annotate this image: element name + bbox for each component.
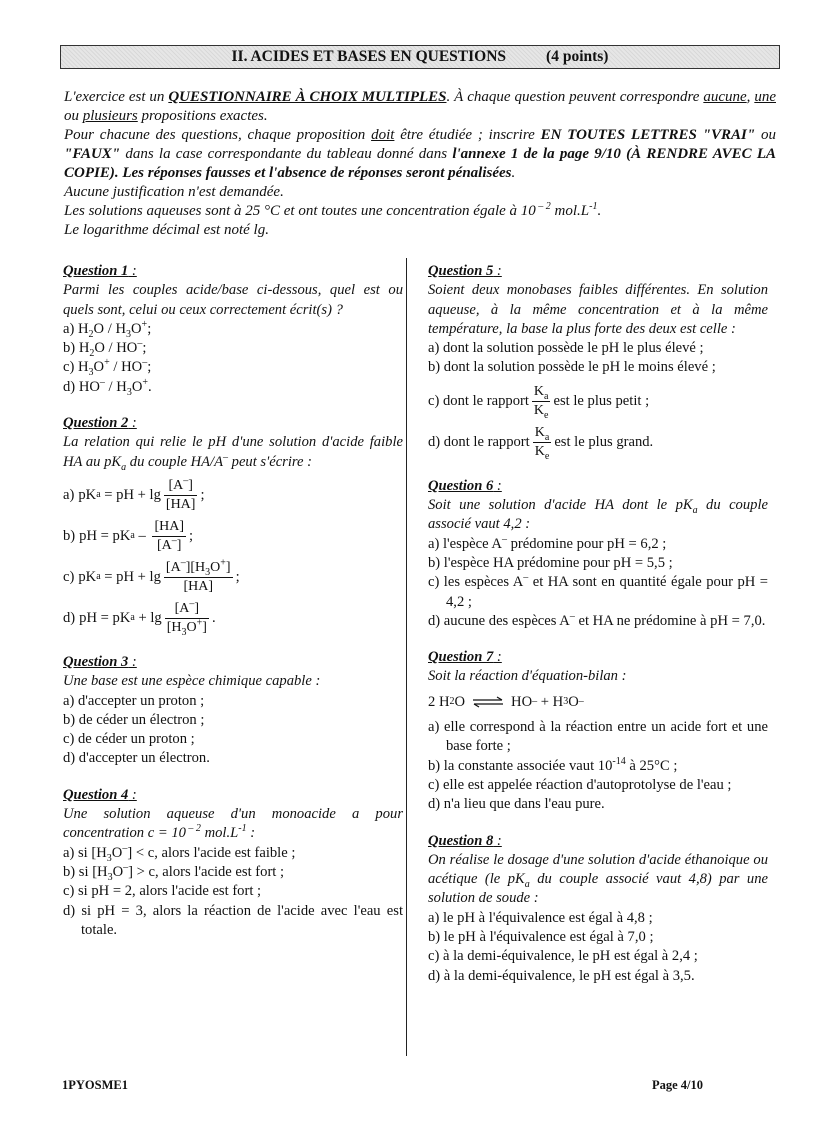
formula: 2 H <box>428 693 450 710</box>
question-title <box>428 262 768 281</box>
question-title-text: Question 2 <box>63 415 129 432</box>
formula: . <box>148 378 152 395</box>
intro-une: une <box>754 89 776 105</box>
formula: pK <box>112 609 131 626</box>
question-title <box>428 832 768 851</box>
formula: O <box>186 619 197 635</box>
formula: ] <box>185 559 191 575</box>
answer-text: a) l'espèce A <box>428 535 502 552</box>
answer-letter: d) <box>63 378 79 395</box>
question-title <box>63 786 403 805</box>
formula: O <box>568 693 579 710</box>
formula: HO <box>116 340 138 357</box>
answer-c: c) pK a = pH + lg $\frac{[A^-][H_3O^+]}{[HA]}$ ; <box>63 557 240 594</box>
fraction-ka-ke <box>532 384 551 419</box>
answer-a <box>63 844 403 863</box>
question-title-text: Question 8 <box>428 832 494 849</box>
answer-a: a) pK a = pH + lg $\frac{[A^-]}{[HA]}$ ; <box>63 475 205 512</box>
stem-text: Soit une solution d'acide HA dont le pK <box>428 497 693 514</box>
answer-c <box>428 384 768 419</box>
formula: H <box>115 320 126 337</box>
stem-text: La relation qui relie le pH d'une solution d'acide faible HA au pK <box>63 434 403 470</box>
answer-a: a) d'accepter un proton ; <box>63 692 205 709</box>
superscript: -14 <box>612 755 626 767</box>
question-6 <box>428 477 768 631</box>
intro-text: Pour chacune des questions, chaque proposition <box>64 127 372 143</box>
answer-c <box>428 573 768 612</box>
answer-b: b) dont la solution possède le pH le moins élevé ; <box>428 359 716 376</box>
answer-d: d) d'accepter un électron. <box>63 750 210 767</box>
question-stem: Une base est une espèce chimique capable : <box>63 673 321 690</box>
stem-text: Une solution aqueuse d'un monoacide a pour concentration c = 10 <box>63 806 403 842</box>
formula: = <box>100 486 117 503</box>
intro-text: Les solutions aqueuses sont à 25 °C et ont toutes une concentration égale à 10 <box>64 203 536 219</box>
intro-text: ou <box>755 127 776 143</box>
equilibrium-arrows-icon <box>471 696 505 708</box>
instructions-para-3: Aucune justification n'est demandée. <box>64 184 284 200</box>
answer-b: b) de céder un électron ; <box>63 711 205 728</box>
formula: HO <box>78 378 100 395</box>
answer-text: et HA ne prédomine à pH = 7,0. <box>574 612 766 629</box>
question-title-text: Question 5 <box>428 263 494 279</box>
answer-d <box>428 612 768 631</box>
formula: [A <box>165 559 181 575</box>
question-stem: Soient deux monobases faibles différentes. En solution aqueuse, à la même concentration et à la même température, la base la plus forte des deux est celle : <box>428 282 768 337</box>
answer-letter: b) <box>63 340 79 357</box>
fraction <box>152 519 186 554</box>
stem-text: : <box>246 825 256 842</box>
answer-text: ] > c, alors l'acide est fort ; <box>128 863 285 880</box>
fraction <box>164 557 233 595</box>
formula: O <box>94 340 105 357</box>
superscript: + <box>141 319 148 331</box>
formula: pH <box>116 486 135 503</box>
answer-c: c) à la demi-équivalence, le pH est égal à 2,4 ; <box>428 948 698 965</box>
formula: lg <box>149 486 161 503</box>
formula: pK <box>78 486 97 503</box>
document-code: 1PYOSME1 <box>62 1078 128 1092</box>
superscript: -1 <box>238 823 247 835</box>
question-colon: : <box>128 653 137 670</box>
answer-a: a) le pH à l'équivalence est égal à 4,8 ; <box>428 909 653 926</box>
formula: ] <box>225 559 231 575</box>
superscript: – <box>223 451 228 463</box>
formula: = <box>97 609 113 626</box>
formula: ] <box>194 600 200 616</box>
right-column <box>428 262 768 1003</box>
answer-c <box>63 358 403 377</box>
answer-text: a) si [H <box>63 844 107 861</box>
answer-c: c) de céder un proton ; <box>63 731 195 748</box>
formula: = <box>97 527 113 544</box>
stem-text: du couple associé vaut 4,8) par une solution de soude : <box>428 871 768 907</box>
answer-letter: b) <box>63 527 76 544</box>
subscript: 3 <box>106 852 112 864</box>
formula: lg <box>150 609 162 626</box>
intro-text: . <box>511 165 516 181</box>
stem-text: mol.L <box>200 825 239 842</box>
intro-text: . À chaque question peuvent correspondre <box>446 89 704 105</box>
subscript: e <box>544 409 549 421</box>
exercise-title-bar <box>60 45 780 69</box>
formula: / <box>109 359 122 376</box>
question-title-text: Question 1 <box>63 263 129 279</box>
question-stem <box>428 851 768 909</box>
subscript: a <box>544 390 549 402</box>
formula: – <box>134 527 150 544</box>
intro-vrai: EN TOUTES LETTRES "VRAI" <box>540 127 756 143</box>
formula: HO <box>121 359 143 376</box>
formula: ; <box>142 340 147 357</box>
question-5 <box>428 262 768 460</box>
intro-text: dans la case correspondante du tableau donné dans <box>120 146 453 162</box>
answer-text: ] < c, alors l'acide est faible ; <box>127 844 296 861</box>
formula: ; <box>147 320 152 337</box>
question-stem: Parmi les couples acide/base ci-dessous, quel est ou quels sont, celui ou ceux correctement écrit(s) ? <box>63 282 403 318</box>
superscript: + <box>196 617 203 629</box>
formula: H <box>78 340 90 357</box>
answer-d: d) n'a lieu que dans l'eau pure. <box>428 796 605 813</box>
answer-b: b) pH = pK a – $\frac{[HA]}{[A^-]}$ ; <box>63 518 194 553</box>
superscript: – <box>137 338 143 350</box>
question-title-text: Question 3 <box>63 653 129 670</box>
stem-text: peut s'écrire : <box>228 453 313 470</box>
formula: [H <box>190 559 206 575</box>
superscript: – <box>180 557 186 569</box>
formula: O <box>131 378 143 395</box>
exercise-title: II. ACIDES ET BASES EN QUESTIONS <box>231 48 507 65</box>
left-column <box>63 262 403 957</box>
question-colon: : <box>493 477 502 494</box>
intro-faux: "FAUX" <box>64 146 121 162</box>
superscript: – <box>569 611 575 622</box>
answer-a: a) dont la solution possède le pH le plus élevé ; <box>428 340 704 357</box>
stem-text: du couple associé vaut 4,2 : <box>428 497 768 533</box>
formula: K <box>533 383 545 399</box>
intro-text: être étudiée ; inscrire <box>394 127 541 143</box>
formula: [A <box>174 600 190 616</box>
answer-text: c) les espèces A <box>428 574 524 591</box>
question-3 <box>63 653 403 769</box>
exercise-points: (4 points) <box>546 48 609 65</box>
question-colon: : <box>128 263 137 279</box>
answer-a <box>428 535 768 554</box>
answer-text: b) si [H <box>63 863 108 880</box>
formula: H <box>78 320 89 337</box>
subscript: 2 <box>88 328 94 340</box>
answer-letter: a) <box>63 320 78 337</box>
answer-text: à 25°C ; <box>625 757 678 774</box>
fraction <box>165 598 209 638</box>
question-stem <box>63 805 403 844</box>
answer-text: b) la constante associée vaut 10 <box>428 757 613 774</box>
formula: [HA] <box>152 519 186 537</box>
superscript: – <box>122 842 128 854</box>
formula: pH <box>79 527 98 544</box>
formula: pK <box>78 568 97 585</box>
answer-d <box>63 378 403 397</box>
question-colon: : <box>493 832 502 849</box>
answer-b: b) l'espèce HA prédomine pour pH = 5,5 ; <box>428 554 673 571</box>
answer-b <box>428 757 768 776</box>
answer-text: d) dont le rapport <box>428 433 530 450</box>
formula: K <box>533 402 545 418</box>
question-colon: : <box>493 263 502 279</box>
formula: / <box>104 378 117 395</box>
formula: H <box>78 359 89 376</box>
stem-text: On réalise le dosage d'une solution d'acide éthanoique ou acétique (le pK <box>428 851 768 888</box>
answer-d <box>428 425 768 460</box>
question-2 <box>63 414 403 636</box>
formula: [A <box>156 537 172 553</box>
instructions-para-1 <box>64 88 776 126</box>
formula: . <box>211 609 216 626</box>
intro-exp: – 2 <box>535 201 551 212</box>
subscript: 3 <box>107 871 113 883</box>
formula: K <box>534 443 545 459</box>
formula: ; <box>147 359 152 376</box>
intro-aucune: aucune <box>703 89 747 105</box>
formula: O <box>131 320 142 337</box>
superscript: – <box>523 572 529 584</box>
question-colon: : <box>128 786 137 803</box>
subscript: 3 <box>126 328 131 340</box>
intro-qcm: QUESTIONNAIRE À CHOIX MULTIPLES <box>168 89 447 105</box>
formula: H <box>552 693 564 710</box>
question-title-text: Question 4 <box>63 786 129 803</box>
answer-c: c) si pH = 2, alors l'acide est fort ; <box>63 883 262 900</box>
superscript: – <box>123 862 129 874</box>
reaction-equation: 2 H 2 O HO – + H 3 O – <box>428 693 768 712</box>
answer-d: d) à la demi-équivalence, le pH est égal à 3,5. <box>428 967 695 984</box>
question-stem <box>428 496 768 535</box>
formula: lg <box>149 568 161 585</box>
superscript: – <box>142 357 148 369</box>
stem-text: du couple HA/A <box>126 453 223 470</box>
fraction <box>164 475 198 513</box>
question-title <box>428 477 768 496</box>
formula: [H <box>166 619 182 635</box>
formula: HO <box>511 693 533 710</box>
question-colon: : <box>493 649 502 666</box>
answer-letter: d) <box>63 609 76 626</box>
answer-text: c) dont le rapport <box>428 392 529 409</box>
answer-text: est le plus petit ; <box>553 392 650 409</box>
subscript: 2 <box>89 348 95 360</box>
question-title-text: Question 7 <box>428 649 494 666</box>
intro-exp: -1 <box>589 201 598 212</box>
intro-text: L'exercice est un <box>64 89 169 105</box>
subscript: a <box>544 431 550 443</box>
superscript: + <box>104 357 110 369</box>
answer-text: et HA sont en quantité égale pour pH = 4,2 ; <box>446 574 769 610</box>
formula: = <box>100 568 117 585</box>
intro-text: propositions exactes. <box>137 108 268 124</box>
answer-a <box>63 320 403 339</box>
subscript: 3 <box>126 386 132 398</box>
formula: / <box>104 320 116 337</box>
superscript: – <box>189 598 195 610</box>
question-title <box>63 414 403 433</box>
intro-doit: doit <box>371 127 395 143</box>
subscript: a <box>692 504 698 516</box>
question-stem <box>63 433 403 472</box>
instructions <box>64 88 776 240</box>
question-7 <box>428 648 768 814</box>
column-divider <box>406 258 407 1056</box>
formula: H <box>116 378 127 395</box>
formula: ; <box>188 527 194 544</box>
formula: [HA] <box>165 496 196 512</box>
instructions-para-2 <box>64 126 776 183</box>
formula: ] <box>202 619 207 635</box>
formula: ] <box>176 537 182 553</box>
instructions-para-5: Le logarithme décimal est noté lg. <box>64 222 269 238</box>
superscript: + <box>142 376 148 388</box>
formula: O <box>454 693 466 710</box>
superscript: – <box>171 535 177 547</box>
answer-letter: c) <box>63 568 75 585</box>
formula: O <box>111 844 123 861</box>
question-1 <box>63 262 403 397</box>
answer-text: prédomine pour pH = 6,2 ; <box>506 535 667 552</box>
subscript: a <box>524 879 530 891</box>
formula: O <box>112 863 124 880</box>
question-title-text: Question 6 <box>428 477 494 494</box>
answer-b <box>63 863 403 882</box>
subscript: a <box>121 461 127 473</box>
formula: O <box>210 559 221 575</box>
formula: O <box>93 359 105 376</box>
instructions-para-4 <box>64 202 776 221</box>
formula: pH <box>116 568 135 585</box>
intro-text: , <box>746 89 755 105</box>
answer-b: b) le pH à l'équivalence est égal à 7,0 ; <box>428 929 654 946</box>
question-colon: : <box>128 415 137 432</box>
answer-d: d) si pH = 3, alors la réaction de l'acide avec l'eau est totale. <box>63 902 403 938</box>
formula: [HA] <box>183 578 214 594</box>
formula: ; <box>200 486 205 503</box>
formula: + <box>134 609 151 626</box>
superscript: – <box>183 475 189 487</box>
question-title <box>428 648 768 667</box>
answer-b <box>63 339 403 358</box>
intro-text: . <box>597 203 602 219</box>
answer-text: d) aucune des espèces A <box>428 612 570 629</box>
answer-letter: a) <box>63 486 75 503</box>
formula: [A <box>168 477 184 493</box>
intro-annexe: l'annexe 1 de la page 9/10 (À RENDRE AVEC LA COPIE). Les réponses fausses et l'absence de réponses seront pénalisées <box>64 146 776 181</box>
formula: ; <box>235 568 240 585</box>
answer-c: c) elle est appelée réaction d'autoprotolyse de l'eau ; <box>428 776 732 793</box>
superscript: – <box>501 533 507 545</box>
superscript: – 2 <box>185 823 201 835</box>
formula: K <box>534 424 545 440</box>
intro-text: mol.L <box>550 203 590 219</box>
question-8 <box>428 832 768 986</box>
subscript: 3 <box>181 626 187 638</box>
formula: pH <box>79 609 98 626</box>
answer-d: d) pH = pK a + lg $\frac{[A^-]}{[H_3O^+]}$ . <box>63 598 216 638</box>
question-4 <box>63 786 403 940</box>
formula: O <box>93 320 105 337</box>
intro-text: ou <box>64 108 83 124</box>
formula: + <box>134 568 150 585</box>
answer-a: a) elle correspond à la réaction entre un acide fort et une base forte ; <box>428 719 768 755</box>
fraction-ka-ke <box>533 425 552 460</box>
formula: ] <box>188 477 193 493</box>
question-stem: Soit la réaction d'équation-bilan : <box>428 668 627 685</box>
subscript: e <box>544 450 550 462</box>
question-title <box>63 653 403 672</box>
superscript: + <box>220 557 226 569</box>
formula: + <box>134 486 150 503</box>
subscript: 3 <box>205 566 211 578</box>
formula: pK <box>112 527 131 544</box>
superscript: – <box>99 376 105 388</box>
answer-text: est le plus grand. <box>554 433 654 450</box>
page-number: Page 4/10 <box>652 1078 704 1092</box>
subscript: 3 <box>88 367 94 379</box>
answer-letter: c) <box>63 359 78 376</box>
intro-plusieurs: plusieurs <box>82 108 138 124</box>
question-title <box>63 262 403 281</box>
formula: / <box>104 340 117 357</box>
formula: + <box>537 693 553 710</box>
